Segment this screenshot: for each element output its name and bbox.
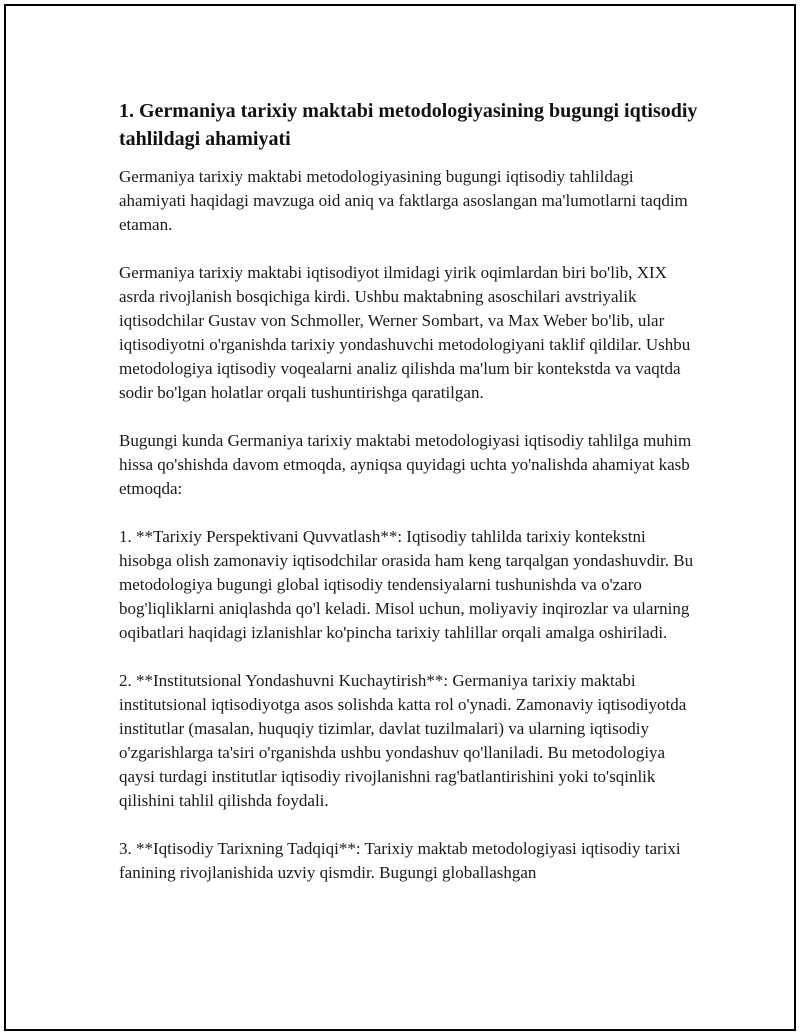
paragraph-background: Germaniya tarixiy maktabi iqtisodiyot ilmidagi yirik oqimlardan biri bo'lib, XIX asrda rivojlanish bosqichiga kirdi. Ushbu maktabning asoschilari avstriyalik iqtisodchilar Gustav von Schmoller, Werner Sombart, va Max Weber bo'lib, ular iqtisodiyotni o'rganishda tarixiy yondashuvchi metodologiyani taklif qildilar. Ushbu metodologiya iqtisodiy voqealarni analiz qilishda ma'lum bir kontekstda va vaqtda sodir bo'lgan holatlar orqali tushuntirishga qaratilgan. (119, 263, 691, 402)
page-frame (4, 4, 796, 1031)
paragraph-today: Bugungi kunda Germaniya tarixiy maktabi metodologiyasi iqtisodiy tahlilga muhim hissa qo'shishda davom etmoqda, ayniqsa quyidagi uchta yo'nalishda ahamiyat kasb etmoqda: (119, 431, 692, 498)
document-title: 1. Germaniya tarixiy maktabi metodologiyasining bugungi iqtisodiy tahlildagi ahamiyati (119, 100, 698, 150)
list-item-3: 3. **Iqtisodiy Tarixning Tadqiqi**: Tarixiy maktab metodologiyasi iqtisodiy tarixi fanining rivojlanishida uzviy qismdir. Bugungi globallashgan (119, 839, 681, 882)
paragraph-intro: Germaniya tarixiy maktabi metodologiyasining bugungi iqtisodiy tahlildagi ahamiyati haqidagi mavzuga oid aniq va faktlarga asoslangan ma'lumotlarni taqdim etaman. (119, 167, 688, 234)
list-item-1: 1. **Tarixiy Perspektivani Quvvatlash**: Iqtisodiy tahlilda tarixiy kontekstni hisobga olish zamonaviy iqtisodchilar orasida ham keng tarqalgan yondashuvdir. Bu metodologiya bugungi global iqtisodiy tendensiyalarni tushunishda va o'zaro bog'liqliklarni aniqlashda qo'l keladi. Misol uchun, moliyaviy inqirozlar va ularning oqibatlari haqidagi izlanishlar ko'pincha tarixiy tahlillar orqali amalga oshiriladi. (119, 527, 694, 642)
document-body (119, 97, 699, 909)
list-item-2: 2. **Institutsional Yondashuvni Kuchaytirish**: Germaniya tarixiy maktabi institutsional iqtisodiyotga asos solishda katta rol o'ynadi. Zamonaviy iqtisodiyotda institutlar (masalan, huquqiy tizimlar, davlat tuzilmalari) va ularning iqtisodiy o'zgarishlarga ta'siri o'rganishda ushbu yondashuv qo'llaniladi. Bu metodologiya qaysi turdagi institutlar iqtisodiy rivojlanishni rag'batlantirishini yoki to'sqinlik qilishini tahlil qilishda foydali. (119, 671, 687, 810)
